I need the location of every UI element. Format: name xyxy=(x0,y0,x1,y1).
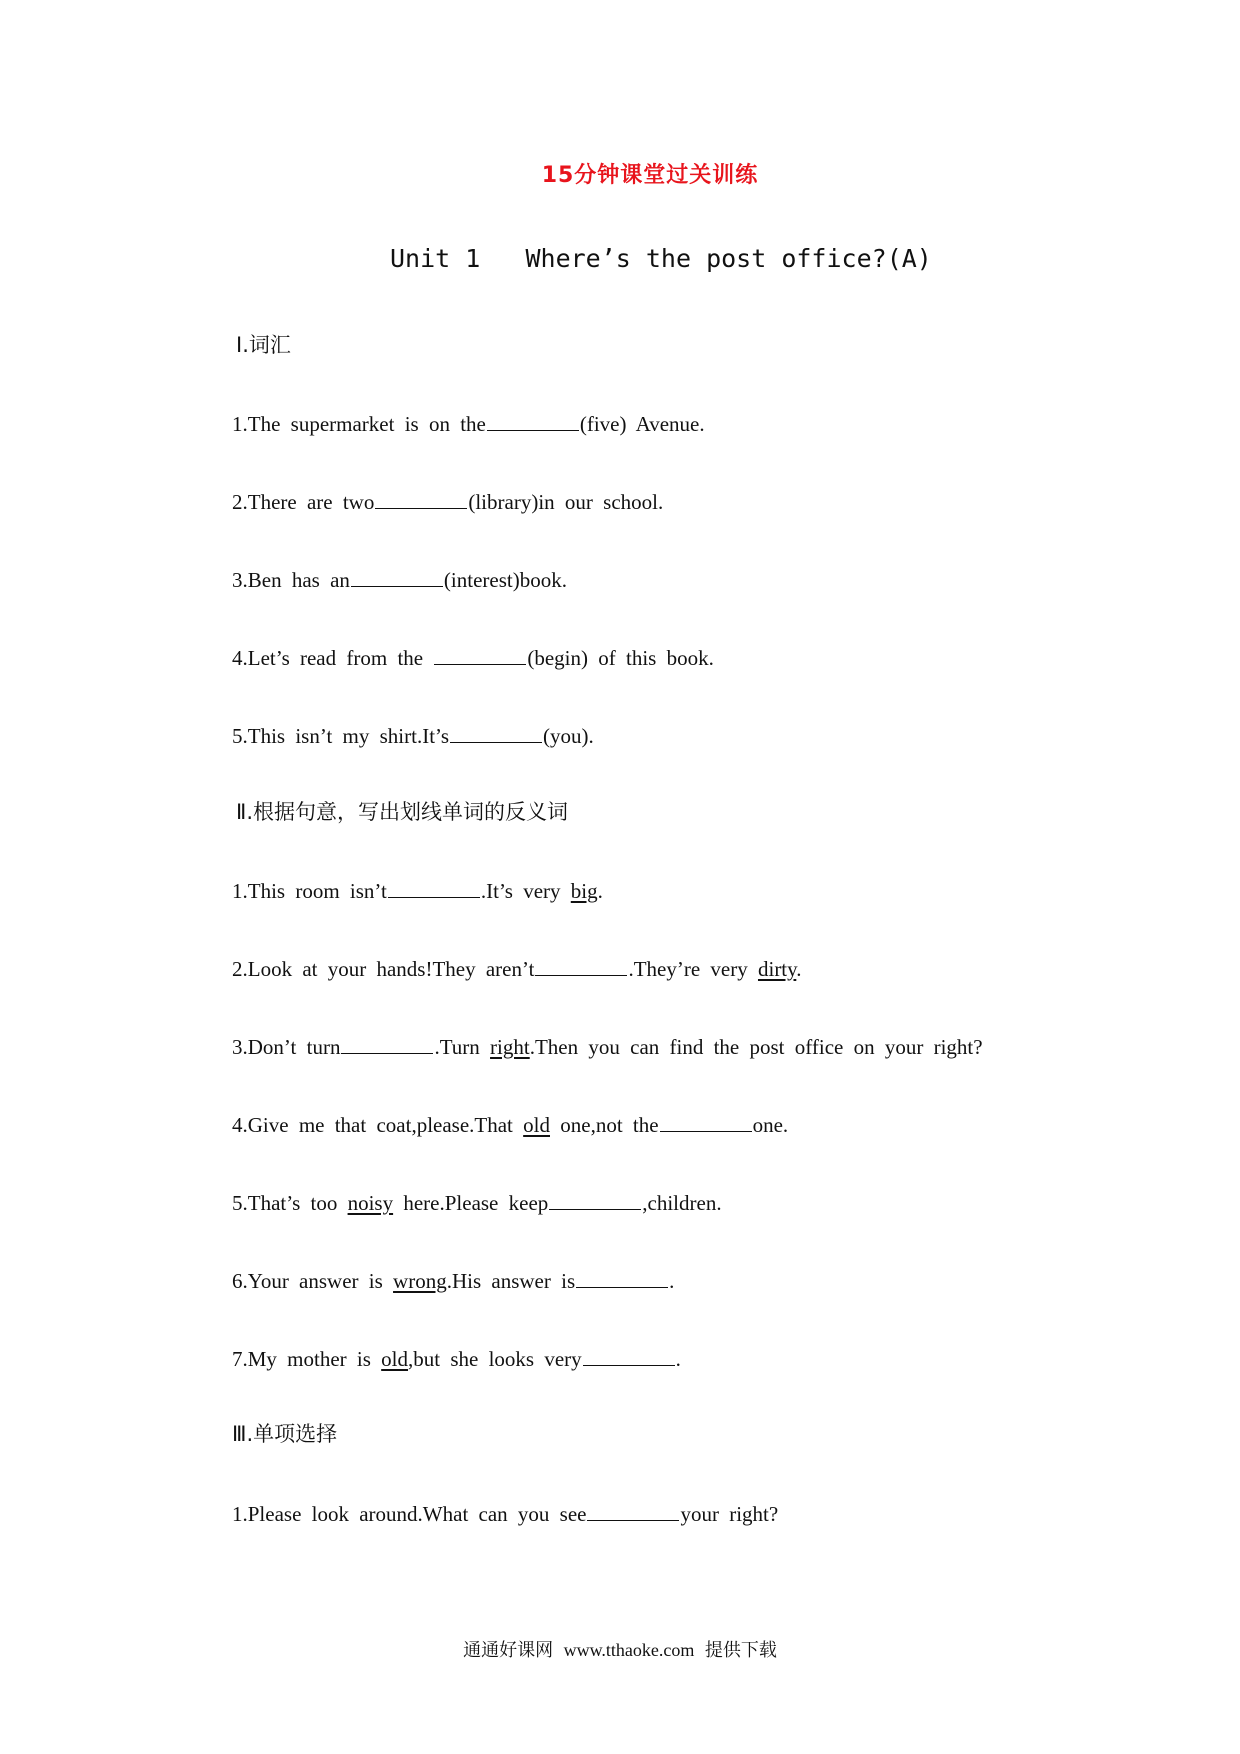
section-heading-vocabulary: Ⅰ.词汇 xyxy=(236,333,291,357)
answer-blank[interactable] xyxy=(535,955,627,976)
antonym-item-5: 5.That’s too noisy here.Please keep ,children. xyxy=(232,1191,722,1215)
answer-blank[interactable] xyxy=(351,566,443,587)
page-title: 15分钟课堂过关训练 xyxy=(541,163,759,188)
underlined-word: old xyxy=(381,1347,409,1371)
antonym-item-7: 7.My mother is old,but she looks very . xyxy=(232,1347,681,1371)
vocab-item-5: 5.This isn’t my shirt.It’s (you). xyxy=(232,724,594,748)
answer-blank[interactable] xyxy=(341,1033,433,1054)
answer-blank[interactable] xyxy=(450,722,542,743)
answer-blank[interactable] xyxy=(375,488,467,509)
answer-blank[interactable] xyxy=(487,410,579,431)
answer-blank[interactable] xyxy=(388,877,480,898)
vocab-item-1: 1.The supermarket is on the (five) Avenue. xyxy=(232,412,705,436)
answer-blank[interactable] xyxy=(583,1345,675,1366)
answer-blank[interactable] xyxy=(587,1500,679,1521)
underlined-word: dirty xyxy=(757,957,797,981)
answer-blank[interactable] xyxy=(549,1189,641,1210)
vocab-item-2: 2.There are two (library)in our school. xyxy=(232,490,664,514)
underlined-word: right xyxy=(490,1035,530,1059)
answer-blank[interactable] xyxy=(576,1267,668,1288)
section-heading-multiple-choice: Ⅲ.单项选择 xyxy=(232,1422,338,1446)
answer-blank[interactable] xyxy=(660,1111,752,1132)
antonym-item-2: 2.Look at your hands!They aren’t .They’re very dirty. xyxy=(232,957,802,981)
underlined-word: old xyxy=(523,1113,550,1137)
section-heading-antonyms: Ⅱ.根据句意，写出划线单词的反义词 xyxy=(236,800,569,824)
antonym-item-6: 6.Your answer is wrong.His answer is . xyxy=(232,1269,675,1293)
underlined-word: wrong xyxy=(393,1269,447,1293)
antonym-item-4: 4.Give me that coat,please.That old one,not the one. xyxy=(232,1113,789,1137)
underlined-word: big xyxy=(570,879,598,903)
footer-text: 通通好课网 www.tthaoke.com 提供下载 xyxy=(463,1640,777,1660)
antonym-item-3: 3.Don’t turn .Turn right.Then you can find the post office on your right? xyxy=(232,1035,983,1059)
vocab-item-4: 4.Let’s read from the (begin) of this book. xyxy=(232,646,714,670)
unit-title: Unit 1 Where’s the post office?(A) xyxy=(390,244,932,273)
antonym-item-1: 1.This room isn’t .It’s very big. xyxy=(232,879,603,903)
choice-item-1: 1.Please look around.What can you see your right? xyxy=(232,1502,779,1526)
underlined-word: noisy xyxy=(347,1191,394,1215)
vocab-item-3: 3.Ben has an (interest)book. xyxy=(232,568,567,592)
answer-blank[interactable] xyxy=(434,644,526,665)
